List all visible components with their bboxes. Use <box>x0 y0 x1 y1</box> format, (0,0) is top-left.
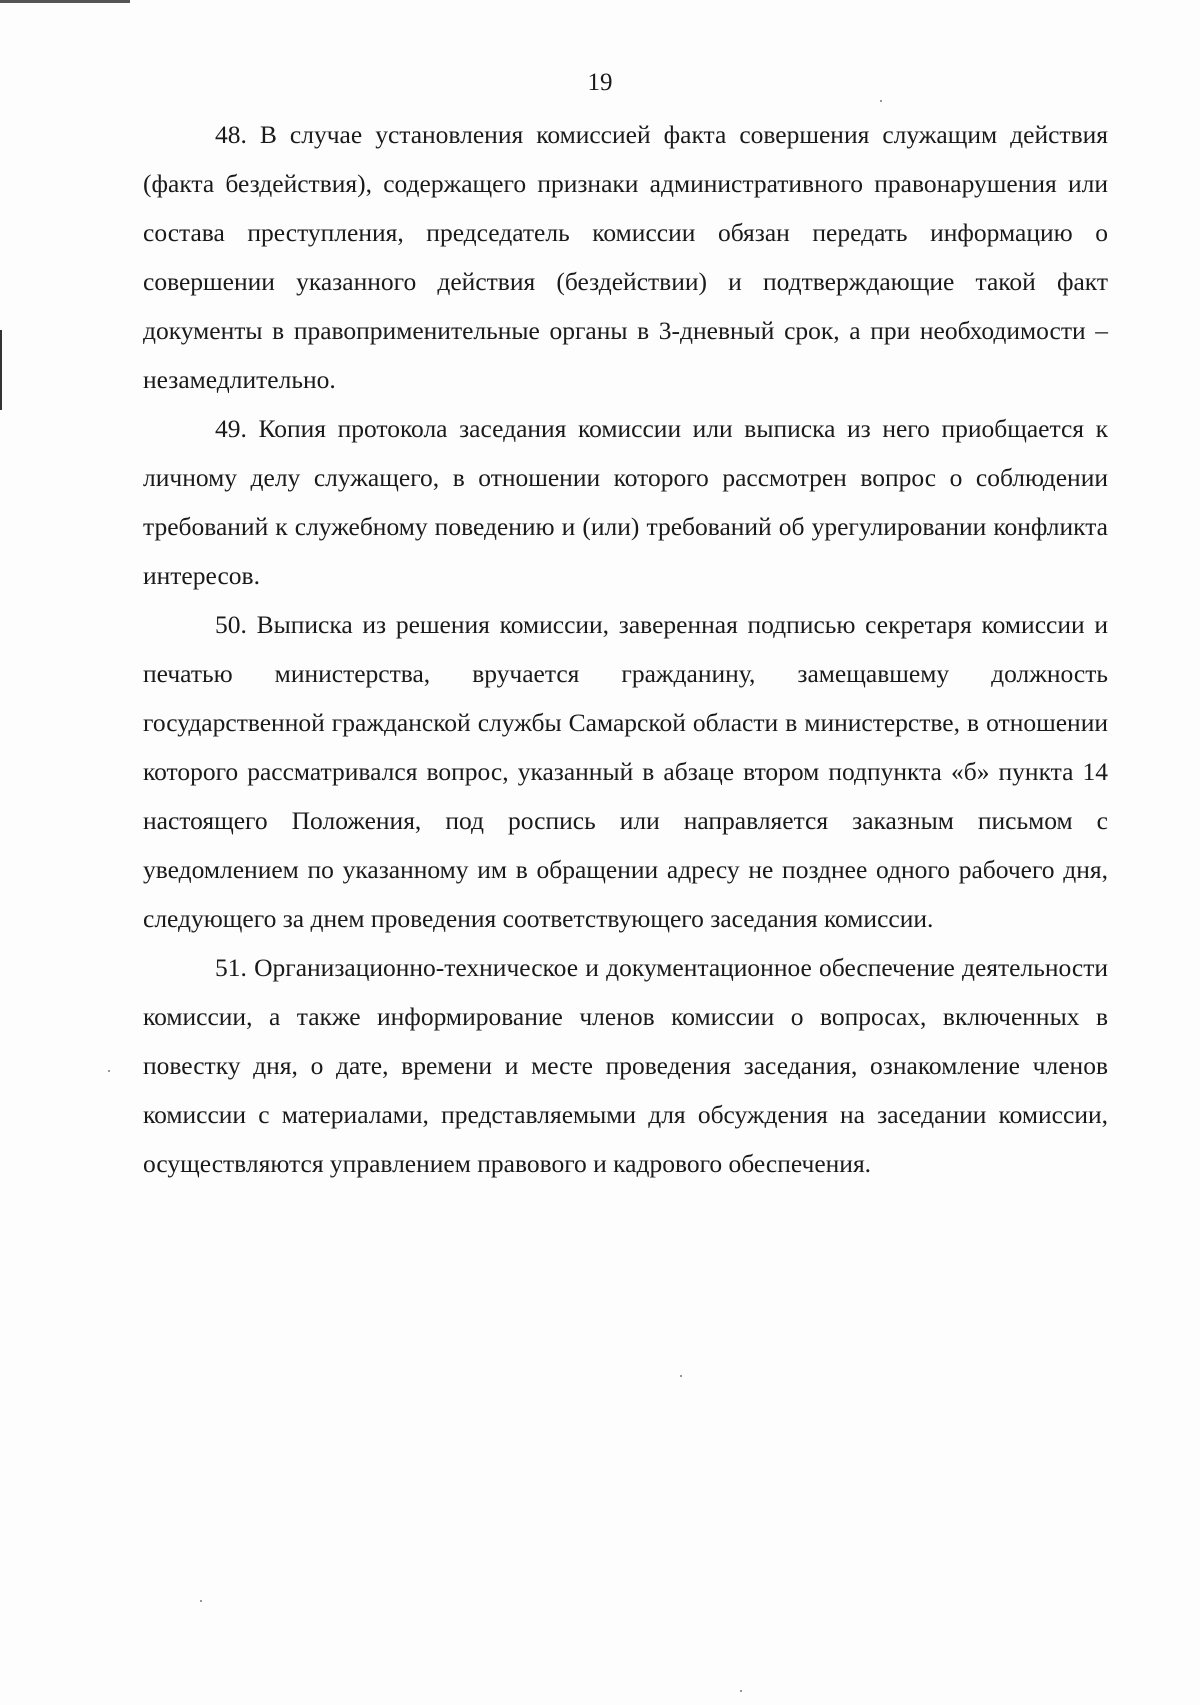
paragraph-50: 50. Выписка из решения комиссии, заверенная подписью секретаря комиссии и печатью министерства, вручается гражданину, замещавшему должность государственной гражданской службы Самарской области в министерстве, в отношении которого рассматривался вопрос, указанный в абзаце втором подпункта «б» пункта 14 настоящего Положения, под роспись или направляется заказным письмом с уведомлением по указанному им в обращении адресу не позднее одного рабочего дня, следующего за днем проведения соответствующего заседания комиссии. <box>143 610 1108 933</box>
paragraph-49: 49. Копия протокола заседания комиссии или выписка из него приобщается к личному делу служащего, в отношении которого рассмотрен вопрос о соблюдении требований к служебному поведению и (или) требований об урегулировании конфликта интересов. <box>143 414 1108 590</box>
scan-edge-mark <box>0 330 2 410</box>
scan-speck <box>108 1070 110 1072</box>
scan-speck <box>740 1690 742 1692</box>
scan-speck <box>200 1600 202 1602</box>
document-body <box>143 110 1108 1188</box>
scan-speck <box>680 1375 682 1377</box>
paragraph-48: 48. В случае установления комиссией факта совершения служащим действия (факта бездействия), содержащего признаки административного правонарушения или состава преступления, председатель комиссии обязан передать информацию о совершении указанного действия (бездействии) и подтверждающие такой факт документы в правоприменительные органы в 3-дневный срок, а при необходимости – незамедлительно. <box>143 120 1108 394</box>
scan-speck <box>880 100 882 102</box>
scan-edge-mark <box>0 0 130 3</box>
paragraph-51: 51. Организационно-техническое и документационное обеспечение деятельности комиссии, а также информирование членов комиссии о вопросах, включенных в повестку дня, о дате, времени и месте проведения заседания, ознакомление членов комиссии с материалами, представляемыми для обсуждения на заседании комиссии, осуществляются управлением правового и кадрового обеспечения. <box>143 953 1108 1178</box>
page-number: 19 <box>587 69 613 96</box>
